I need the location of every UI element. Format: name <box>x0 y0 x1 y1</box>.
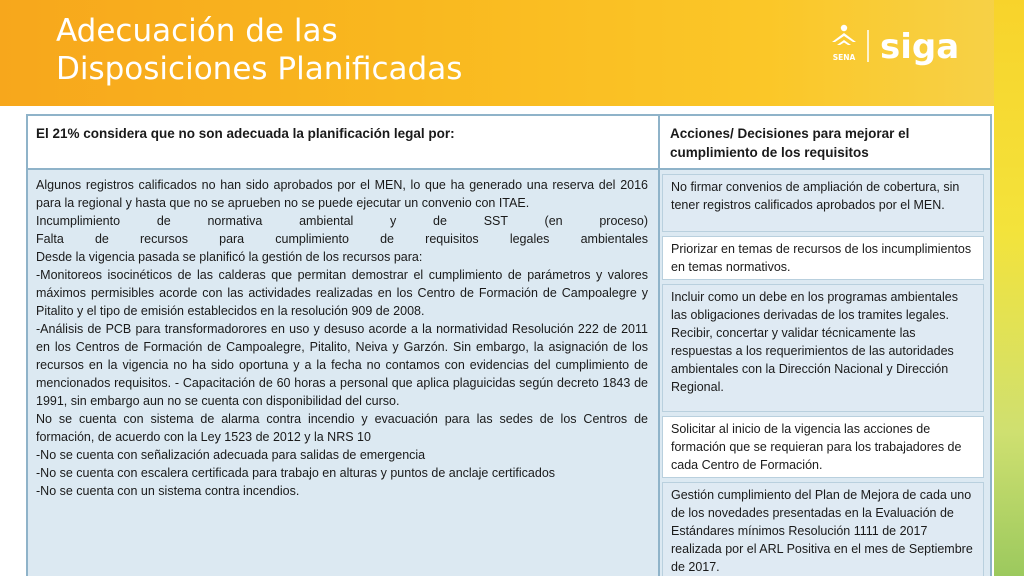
table-header-left: El 21% considera que no son adecuada la planificación legal por: <box>28 116 660 168</box>
action-cell-1: No firmar convenios de ampliación de cobertura, sin tener registros calificados aprobados por el MEN. <box>662 174 984 232</box>
table-header-right: Acciones/ Decisiones para mejorar el cumplimiento de los requisitos <box>670 126 910 160</box>
page-title <box>56 12 756 88</box>
action-cell-4: Solicitar al inicio de la vigencia las acciones de formación que se requieran para los trabajadores de cada Centro de Formación. <box>662 416 984 478</box>
left-paragraph-6: -Análisis de PCB para transformadorores en uso y desuso acorde a la normatividad Resolución 222 de 2011 en los Centros de Formación de Campoalegre, Pitalito, Neiva y Garzón. Sin embargo, la asignación de los recursos en la vigencia no ha sido oportuna y a la fecha no contamos con evidencias del cumplimiento de mencionados requisitos. - Capacitación de 60 horas a personal que aplica plaguicidas según decreto 1843 de 1991, sin embargo aun no se cuenta con disponibilidad del curso. <box>36 322 648 408</box>
left-paragraph-5: -Monitoreos isocinéticos de las calderas que permitan demostrar el cumplimiento de parámetros y valores máximos permisibles acorde con las actividades realizadas en los Centro de Formación de Campoalegre y Pitalito y el tipo de emisión establecidos en la resolución 909 de 2008. <box>36 268 648 318</box>
left-paragraph-8: -No se cuenta con señalización adecuada para salidas de emergencia <box>36 448 426 462</box>
title-line-1: Adecuación de las <box>56 13 338 49</box>
content-table <box>26 114 992 576</box>
left-column-text <box>28 170 660 576</box>
right-column <box>660 170 990 576</box>
left-paragraph-10: -No se cuenta con un sistema contra incendios. <box>36 484 300 498</box>
left-paragraph-2: Incumplimiento de normativa ambiental y de SST (en proceso) <box>36 214 648 228</box>
left-paragraph-1: Algunos registros calificados no han sido aprobados por el MEN, lo que ha generado una reserva del 2016 para la regional y hasta que no se aprueben no se puede ejecutar un convenio con ITAE. <box>36 178 648 210</box>
title-line-2: Disposiciones Planificadas <box>56 51 463 87</box>
svg-text:SENA: SENA <box>832 53 856 62</box>
sena-siga-logo <box>828 20 978 76</box>
left-paragraph-7: No se cuenta con sistema de alarma contra incendio y evacuación para las sedes de los Centros de formación, de acuerdo con la Ley 1523 de 2012 y la NRS 10 <box>36 412 648 444</box>
left-paragraph-3: Falta de recursos para cumplimiento de requisitos legales ambientales <box>36 232 648 246</box>
action-cell-5: Gestión cumplimiento del Plan de Mejora de cada uno de los novedades presentadas en la Evaluación de Estándares mínimos Resolución 1111 de 2017 realizada por el ARL Positiva en el mes de Septiembre de 2017. <box>662 482 984 576</box>
action-cell-3: Incluir como un debe en los programas ambientales las obligaciones derivadas de los tramites legales. Recibir, concertar y validar técnicamente las respuestas a los requerimientos de las autoridades ambientales con la Dirección Nacional y Dirección Regional. <box>662 284 984 412</box>
svg-text:siga: siga <box>880 27 960 67</box>
left-paragraph-9: -No se cuenta con escalera certificada para trabajo en alturas y puntos de anclaje certificados <box>36 466 556 480</box>
decorative-strip <box>994 0 1024 576</box>
action-cell-2: Priorizar en temas de recursos de los incumplimientos en temas normativos. <box>662 236 984 280</box>
left-paragraph-4: Desde la vigencia pasada se planificó la gestión de los recursos para: <box>36 250 423 264</box>
